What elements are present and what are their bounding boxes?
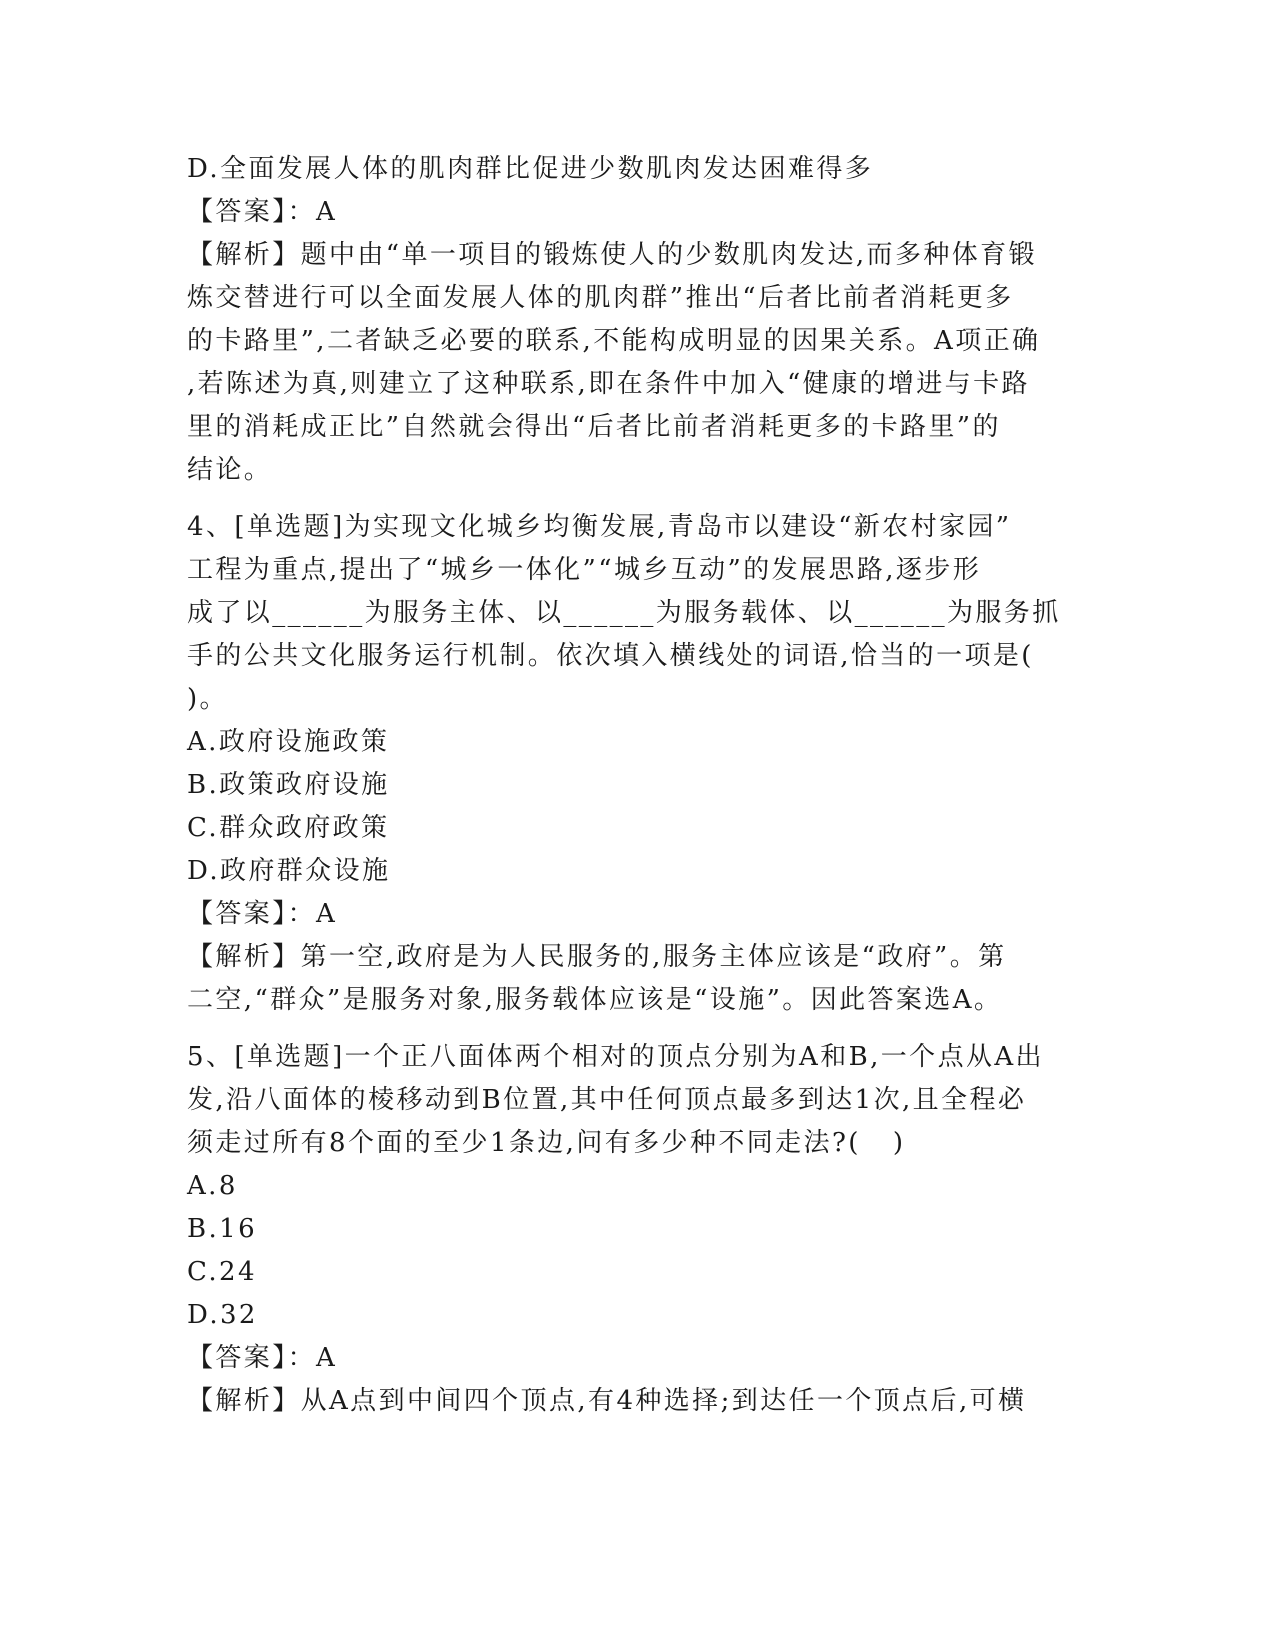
q4-stem-line: 工程为重点,提出了“城乡一体化”“城乡互动”的发展思路,逐步形 — [187, 555, 982, 585]
q5-options — [187, 1165, 1092, 1337]
q3-analysis-line: 结论。 — [187, 455, 273, 485]
q3-analysis-line: 【解析】题中由“单一项目的锻炼使人的少数肌肉发达,而多种体育锻 — [187, 240, 1037, 270]
q4-options — [187, 721, 1092, 893]
document-content — [187, 148, 1092, 1423]
question-5 — [187, 1036, 1092, 1423]
q5-answer: 【答案】：A — [187, 1343, 338, 1373]
q3-analysis-line: 炼交替进行可以全面发展人体的肌肉群”推出“后者比前者消耗更多 — [187, 283, 1014, 313]
question-4 — [187, 506, 1092, 1022]
q3-answer: 【答案】：A — [187, 197, 338, 227]
q5-option-d: D.32 — [187, 1300, 258, 1330]
question-3-tail — [187, 148, 1092, 492]
q5-option-c: C.24 — [187, 1257, 257, 1287]
q5-option-b: B.16 — [187, 1214, 258, 1244]
q5-analysis — [187, 1380, 1092, 1423]
q4-option-d: D.政府群众设施 — [187, 856, 391, 886]
q4-option-a: A.政府设施政策 — [187, 727, 390, 757]
q3-analysis-line: 里的消耗成正比”自然就会得出“后者比前者消耗更多的卡路里”的 — [187, 412, 1001, 442]
q4-option-b: B.政策政府设施 — [187, 770, 390, 800]
q5-stem-line: 5、[单选题]一个正八面体两个相对的顶点分别为A和B,一个点从A出 — [187, 1042, 1044, 1072]
q3-analysis-line: ,若陈述为真,则建立了这种联系,即在条件中加入“健康的增进与卡路 — [187, 369, 1030, 399]
q4-stem-line: 4、[单选题]为实现文化城乡均衡发展,青岛市以建设“新农村家园” — [187, 512, 1012, 542]
q5-analysis-line: 【解析】从A点到中间四个顶点,有4种选择;到达任一个顶点后,可横 — [187, 1386, 1027, 1416]
q4-answer: 【答案】：A — [187, 899, 338, 929]
q4-stem-line: )。 — [187, 684, 228, 714]
q3-analysis-line: 的卡路里”,二者缺乏必要的联系,不能构成明显的因果关系。A项正确 — [187, 326, 1041, 356]
q3-option-d: D.全面发展人体的肌肉群比促进少数肌肉发达困难得多 — [187, 154, 874, 184]
q5-stem-line: 发,沿八面体的棱移动到B位置,其中任何顶点最多到达1次,且全程必 — [187, 1085, 1027, 1115]
q5-option-a: A.8 — [187, 1171, 238, 1201]
q4-stem — [187, 506, 1092, 721]
q4-stem-line: 成了以______为服务主体、以______为服务载体、以______为服务抓 — [187, 598, 1061, 628]
q5-stem — [187, 1036, 1092, 1165]
q4-stem-line: 手的公共文化服务运行机制。依次填入横线处的词语,恰当的一项是( — [187, 641, 1034, 671]
q4-analysis-line: 【解析】第一空,政府是为人民服务的,服务主体应该是“政府”。第 — [187, 942, 1007, 972]
q4-option-c: C.群众政府政策 — [187, 813, 390, 843]
q4-analysis-line: 二空,“群众”是服务对象,服务载体应该是“设施”。因此答案选A。 — [187, 985, 1003, 1015]
q3-analysis — [187, 234, 1092, 492]
q5-stem-line: 须走过所有8个面的至少1条边,问有多少种不同走法?( ) — [187, 1128, 906, 1158]
q4-analysis — [187, 936, 1092, 1022]
